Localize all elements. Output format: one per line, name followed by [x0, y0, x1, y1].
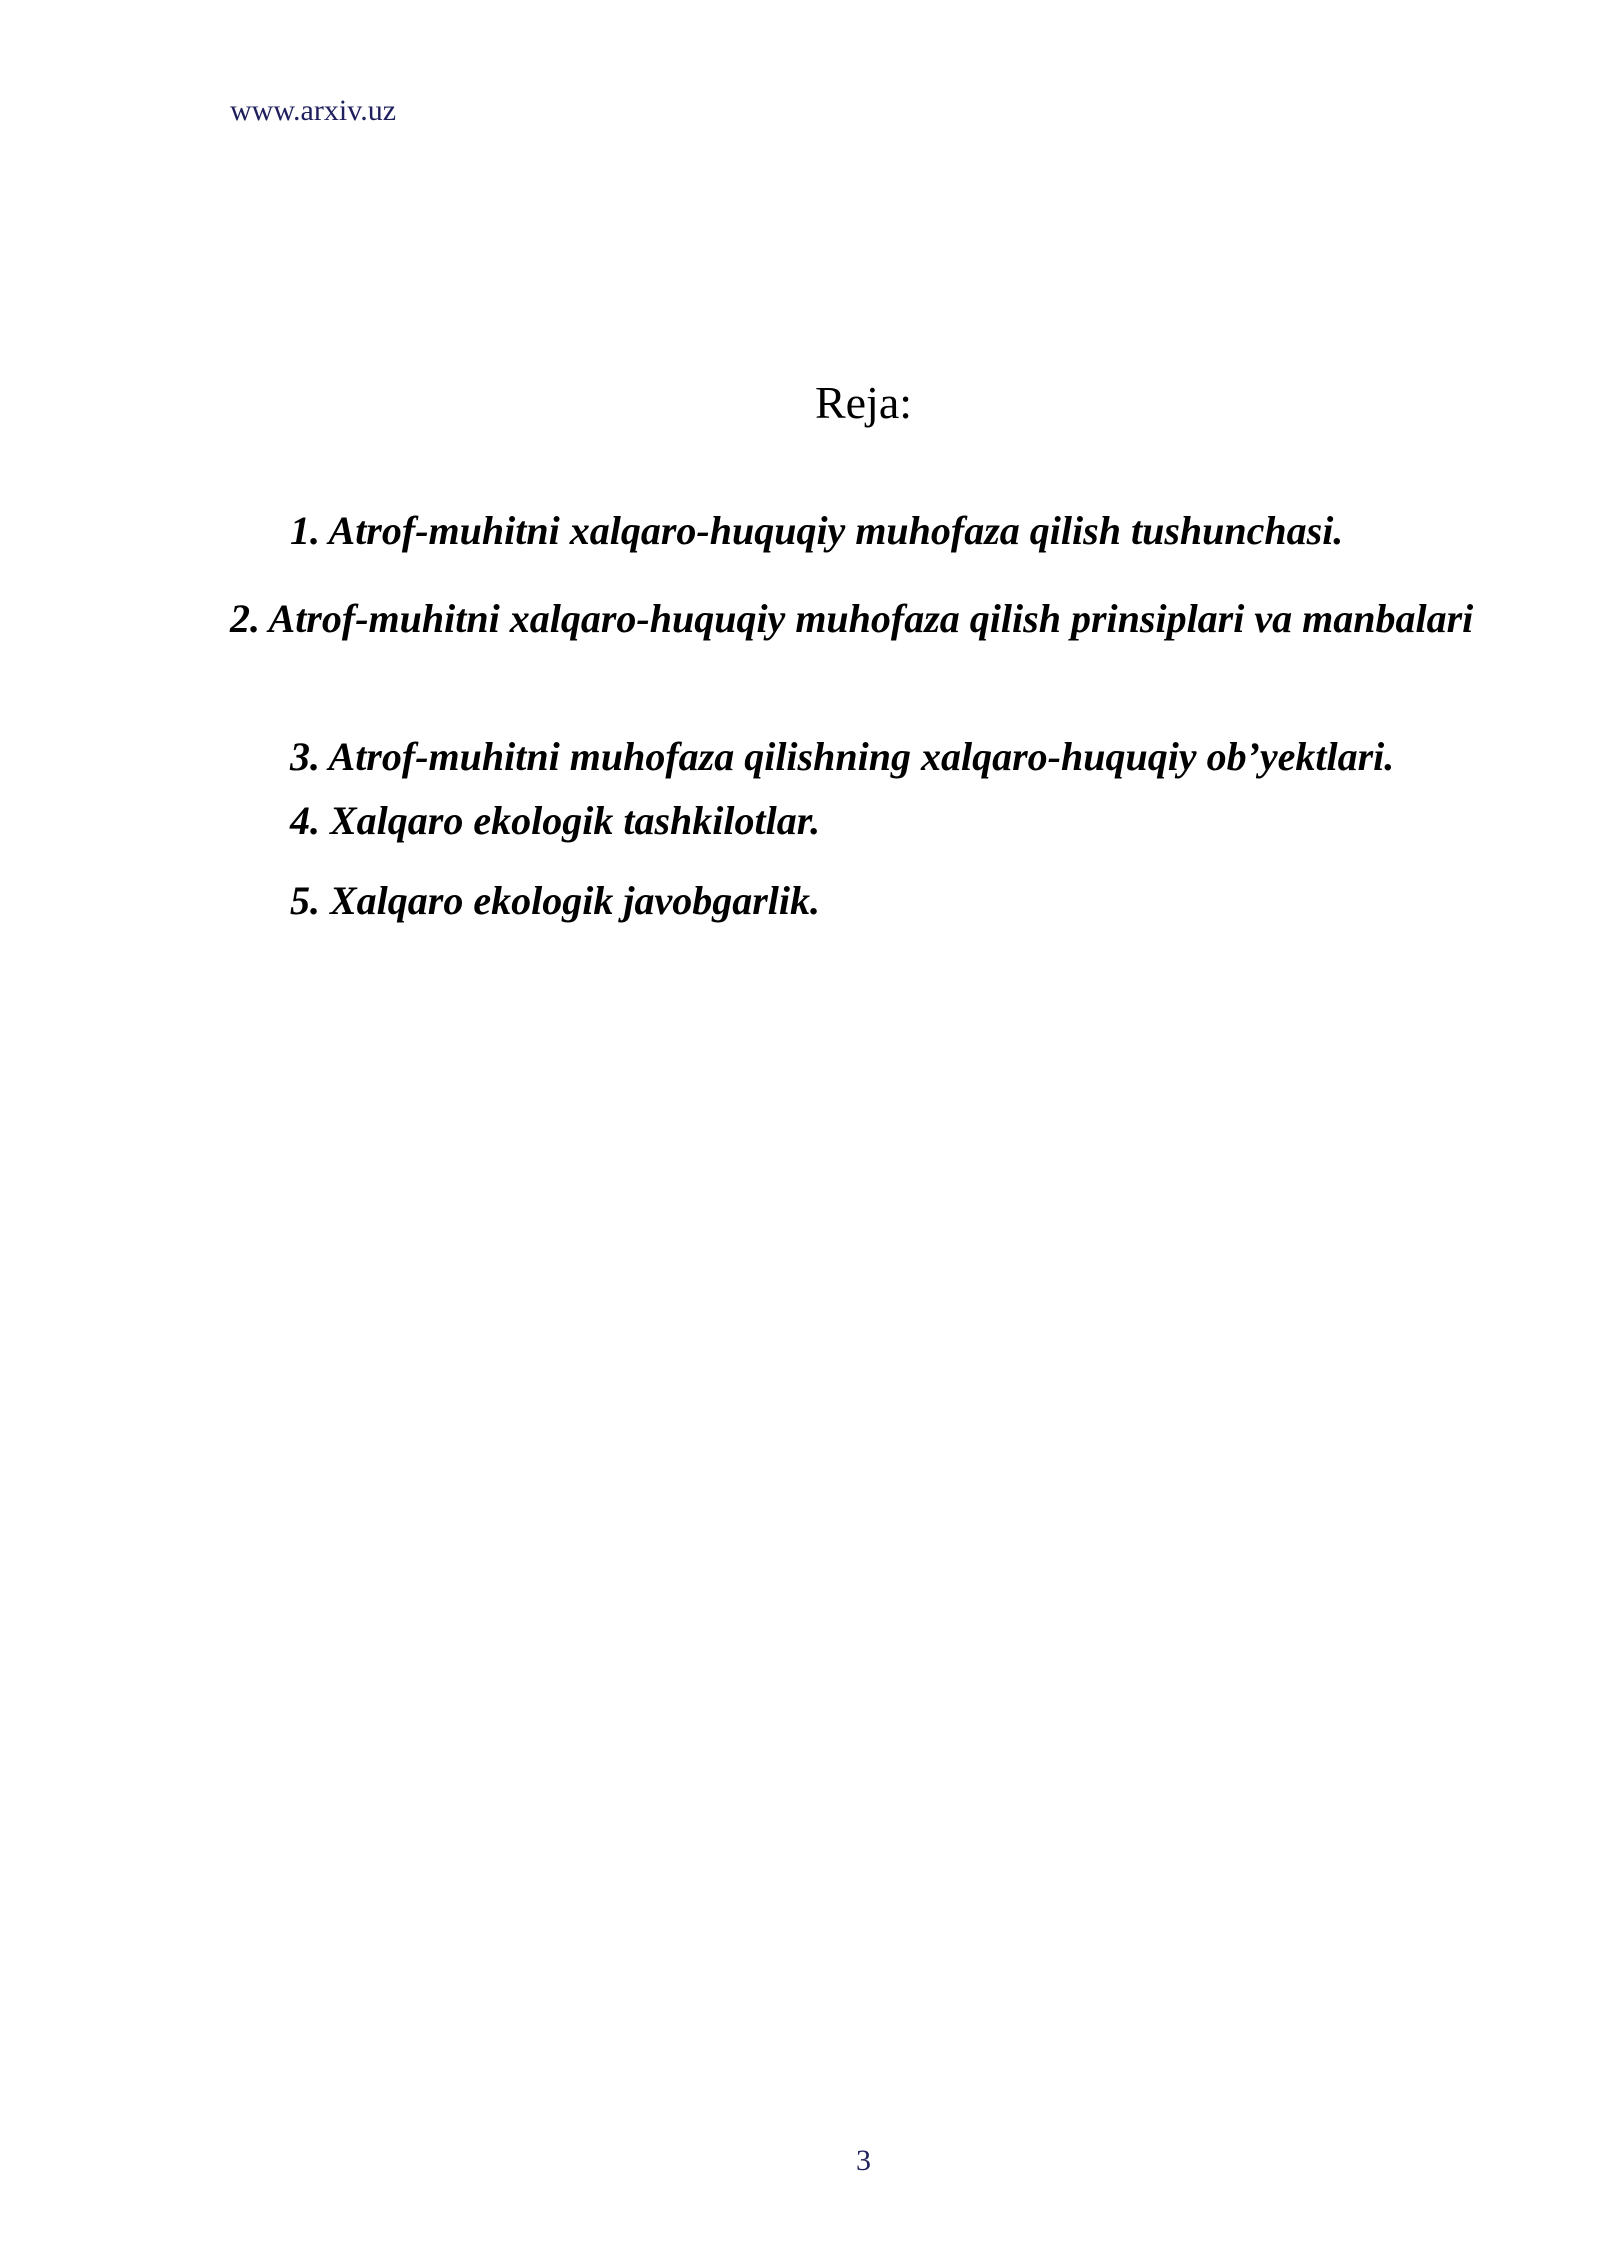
plan-item-4: 4. Xalqaro ekologik tashkilotlar.	[290, 798, 821, 843]
page-number: 3	[856, 2144, 871, 2177]
plan-item-2: 2. Atrof-muhitni xalqaro-huquqiy muhofaza qilish prinsiplari va manbalari	[230, 596, 1474, 641]
header-site-link[interactable]: www.arxiv.uz	[230, 94, 397, 127]
plan-item-3: 3. Atrof-muhitni muhofaza qilishning xalqaro-huquqiy ob’yektlari.	[290, 734, 1395, 779]
page-title: Reja:	[814, 377, 913, 428]
plan-item-1: 1. Atrof-muhitni xalqaro-huquqiy muhofaza qilish tushunchasi.	[290, 508, 1344, 553]
plan-item-5: 5. Xalqaro ekologik javobgarlik.	[290, 878, 820, 923]
